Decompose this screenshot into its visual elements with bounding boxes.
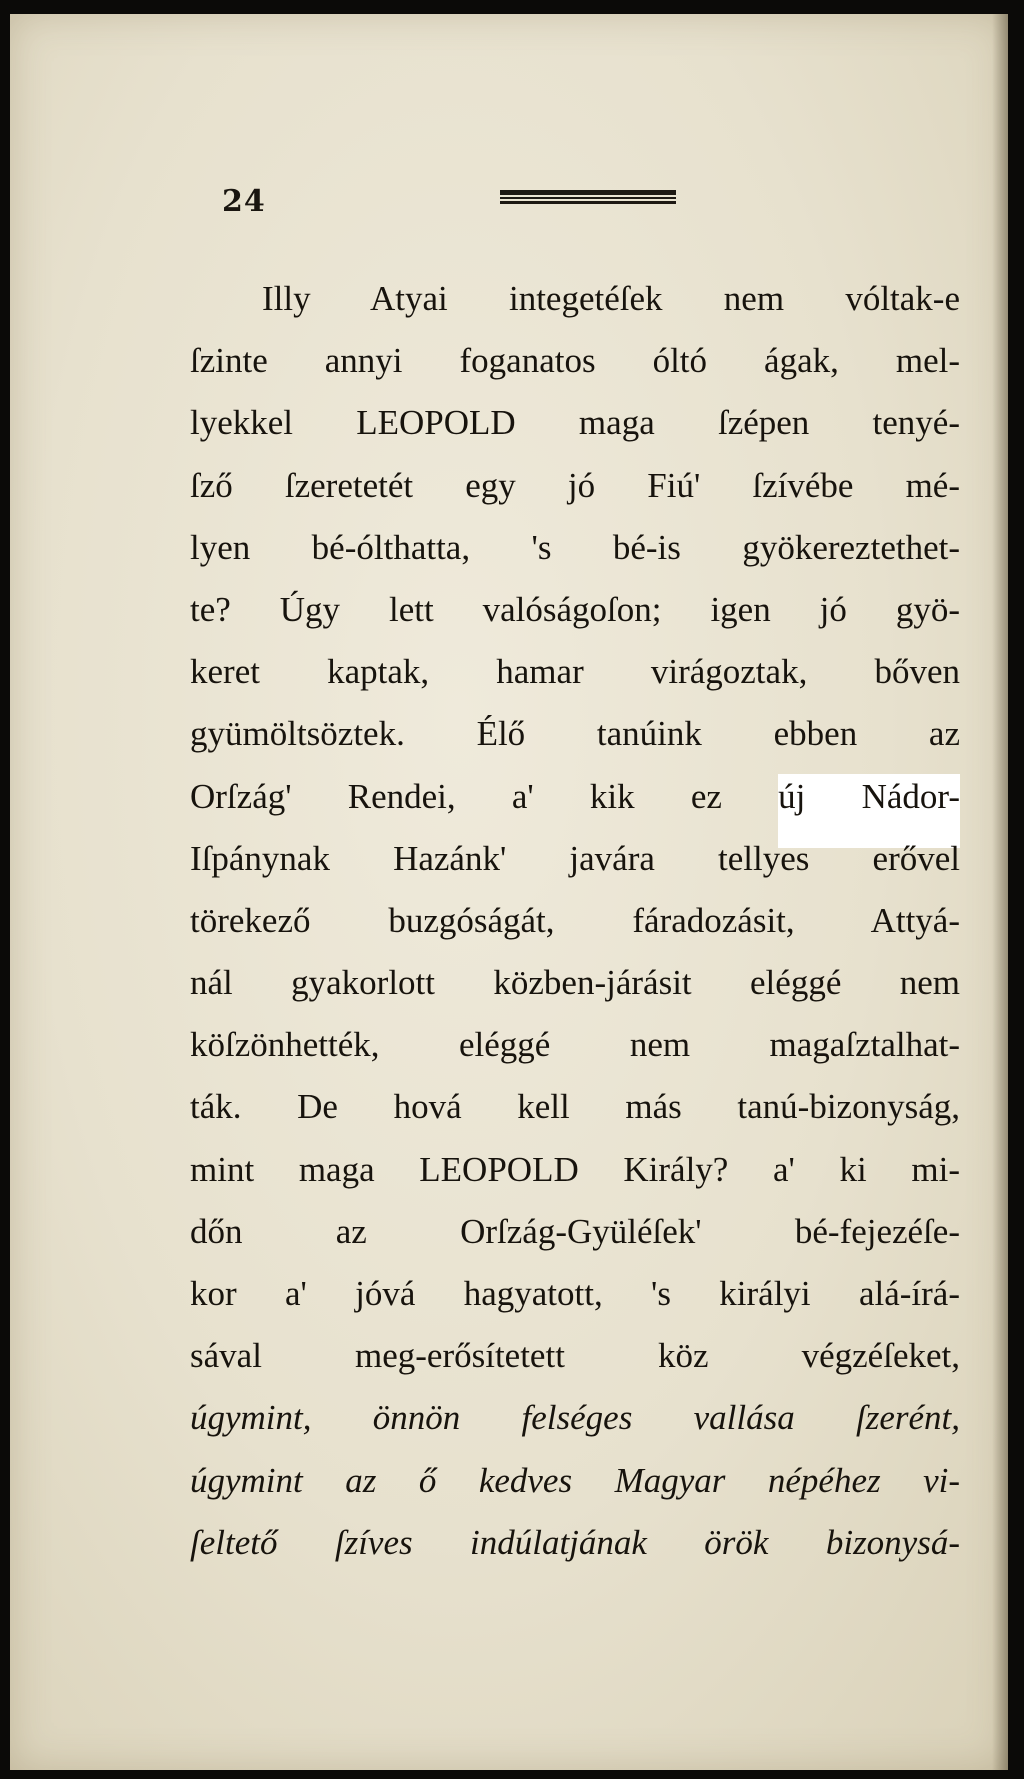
text-line: te? Úgy lett valóságoſon; igen jó gyö- [190, 589, 960, 629]
text-line: dőn az Orſzág-Gyüléſek' bé-fejezéſe- [190, 1211, 960, 1251]
text-line: ſzinte annyi foganatos óltó ágak, mel- [190, 341, 960, 381]
body-text [190, 268, 960, 1574]
text-line: úgymint, önnön felséges vallása ſzerént, [190, 1398, 960, 1438]
text-line: köſzönhették, eléggé nem magaſztalhat- [190, 1025, 960, 1065]
text-line: lyekkel LEOPOLD maga ſzépen tenyé- [190, 403, 960, 443]
text-line: Orſzág' Rendei, a' kik ez új Nádor- [190, 776, 960, 816]
text-line: törekező buzgóságát, fáradozásit, Attyá- [190, 900, 960, 940]
text-line: ſeltető ſzíves indúlatjának örök bizonysá- [190, 1522, 960, 1562]
text-line: gyümöltsöztek. Élő tanúink ebben az [190, 714, 960, 754]
text-line: kor a' jóvá hagyatott, 's királyi alá-írá- [190, 1274, 960, 1313]
ornamental-rule [500, 190, 676, 204]
text-line: úgymint az ő kedves Magyar népéhez vi- [190, 1460, 960, 1500]
text-line: Iſpánynak Hazánk' javára tellyes erővel [190, 838, 960, 878]
text-line: mint maga LEOPOLD Király? a' ki mi- [190, 1149, 960, 1189]
text-line: ſző ſzeretetét egy jó Fiú' ſzívébe mé- [190, 465, 960, 505]
text-line: keret kaptak, hamar virágoztak, bőven [190, 652, 960, 692]
page-number: 24 [222, 184, 266, 219]
text-line: ták. De hová kell más tanú-bizonyság, [190, 1087, 960, 1127]
running-head [0, 180, 1024, 220]
text-line: lyen bé-ólthatta, 's bé-is gyökereztethet- [190, 527, 960, 567]
text-line: Illy Atyai integetéſek nem vóltak-e [262, 279, 960, 318]
text-line: nál gyakorlott közben-járásit eléggé nem [190, 963, 960, 1003]
text-line: sával meg-erősítetett köz végzéſeket, [190, 1336, 960, 1376]
